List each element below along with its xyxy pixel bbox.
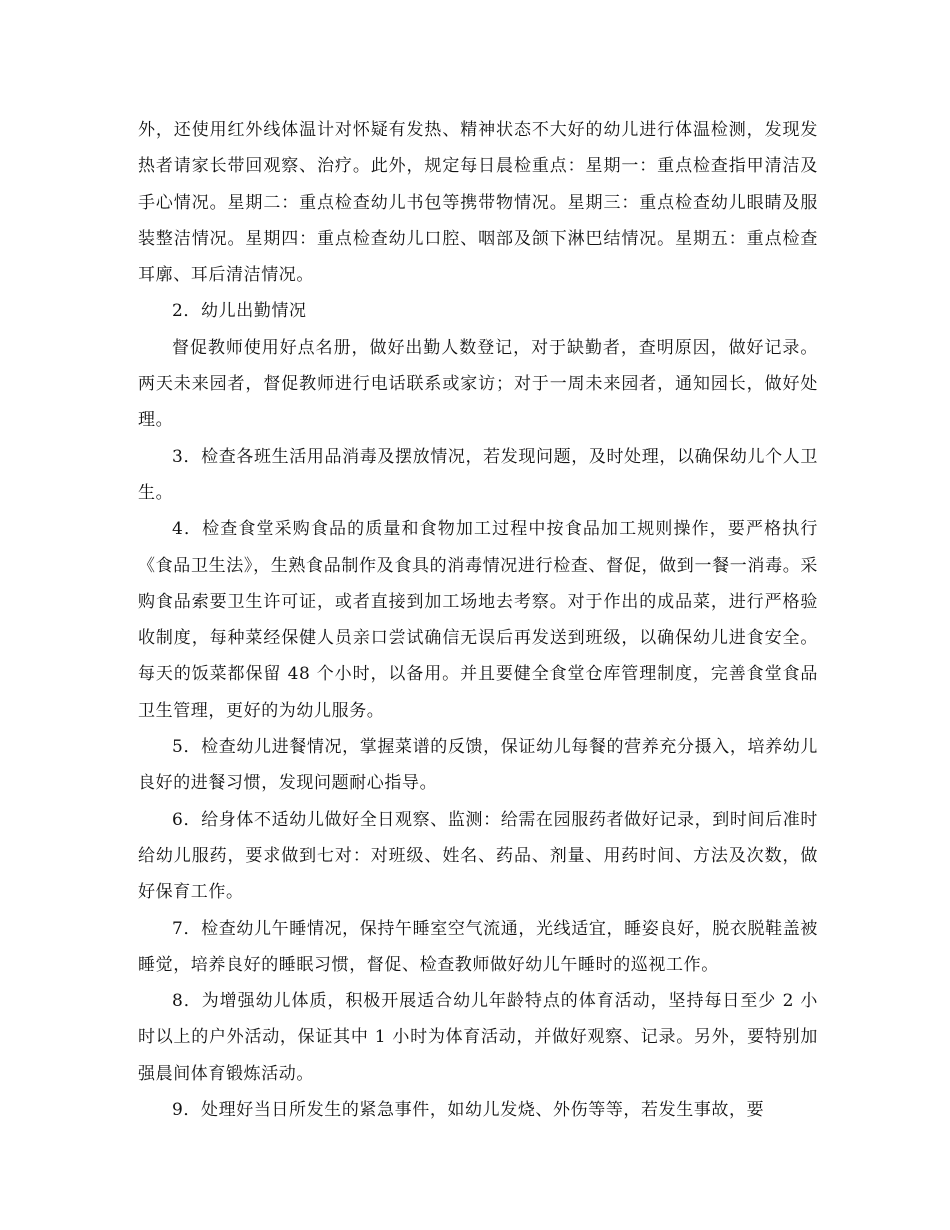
paragraph-item-7: 7．检查幼儿午睡情况，保持午睡室空气流通，光线适宜，睡姿良好，脱衣脱鞋盖被睡觉，培养良好的睡眠习惯，督促、检查教师做好幼儿午睡时的巡视工作。 [138, 918, 818, 975]
paragraph-item-8: 8．为增强幼儿体质，积极开展适合幼儿年龄特点的体育活动，坚持每日至少 2 小时以上的户外活动，保证其中 1 小时为体育活动，并做好观察、记录。另外，要特别加强晨间体育锻炼活动。 [138, 991, 818, 1084]
paragraph-item-3: 3．检查各班生活用品消毒及摆放情况，若发现问题，及时处理，以确保幼儿个人卫生。 [138, 446, 818, 503]
paragraph-continuation: 外，还使用红外线体温计对怀疑有发热、精神状态不大好的幼儿进行体温检测，发现发热者请家长带回观察、治疗。此外，规定每日晨检重点：星期一：重点检查指甲清洁及手心情况。星期二：重点检查幼儿书包等携带物情况。星期三：重点检查幼儿眼睛及服装整洁情况。星期四：重点检查幼儿口腔、咽部及颌下淋巴结情况。星期五：重点检查耳廓、耳后清洁情况。 [138, 120, 818, 286]
section-heading-attendance: 2．幼儿出勤情况 [172, 301, 307, 322]
paragraph-item-5: 5．检查幼儿进餐情况，掌握菜谱的反馈，保证幼儿每餐的营养充分摄入，培养幼儿良好的进餐习惯，发现问题耐心指导。 [138, 737, 818, 794]
paragraph-item-9: 9．处理好当日所发生的紧急事件，如幼儿发烧、外伤等等，若发生事故，要 [172, 1100, 765, 1121]
paragraph-item-6: 6．给身体不适幼儿做好全日观察、监测：给需在园服药者做好记录，到时间后准时给幼儿服药，要求做到七对：对班级、姓名、药品、剂量、用药时间、方法及次数，做好保育工作。 [138, 809, 818, 903]
document-body [138, 112, 818, 1128]
paragraph-item-4: 4．检查食堂采购食品的质量和食物加工过程中按食品加工规则操作，要严格执行《食品卫生法》，生熟食品制作及食具的消毒情况进行检查、督促，做到一餐一消毒。采购食品索要卫生许可证，或者直接到加工场地去考察。对于作出的成品菜，进行严格验收制度，每种菜经保健人员亲口尝试确信无误后再发送到班级，以确保幼儿进食安全。每天的饭菜都保留 48 个小时，以备用。并且要健全食堂仓库管理制度，完善食堂食品卫生管理，更好的为幼儿服务。 [138, 519, 818, 721]
paragraph-attendance: 督促教师使用好点名册，做好出勤人数登记，对于缺勤者，查明原因，做好记录。两天未来园者，督促教师进行电话联系或家访；对于一周未来园者，通知园长，做好处理。 [138, 337, 818, 431]
